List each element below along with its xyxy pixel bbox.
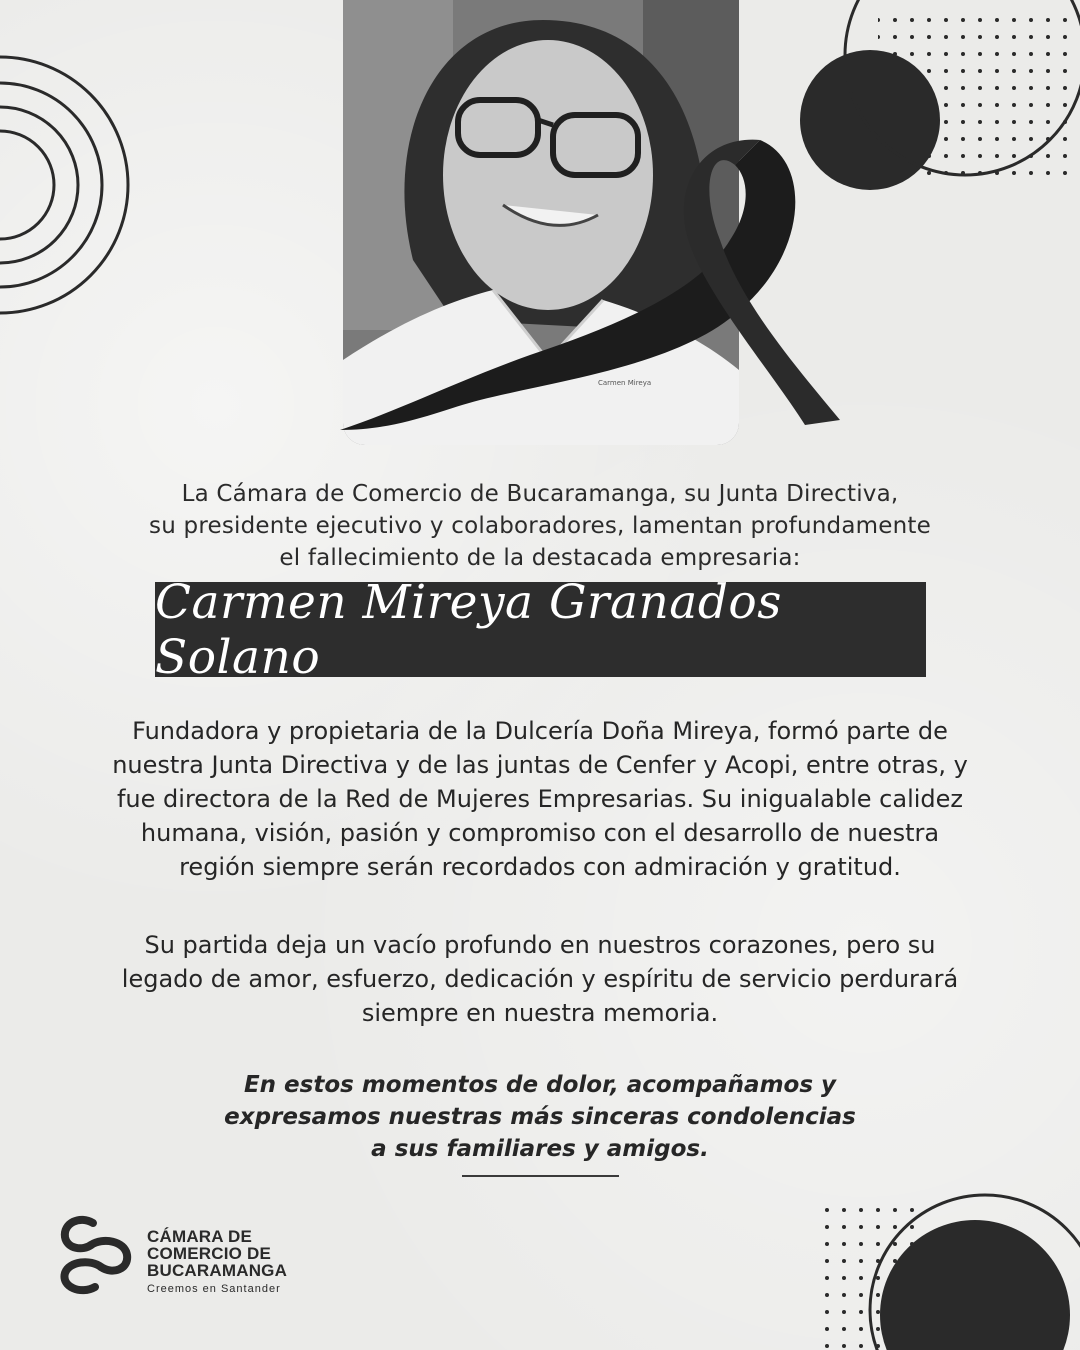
- closing-line: En estos momentos de dolor, acompañamos y: [243, 1072, 837, 1098]
- intro-line: el fallecimiento de la destacada empresaria:: [279, 545, 801, 571]
- paragraph-line: Fundadora y propietaria de la Dulcería Doña Mireya, formó parte de: [132, 717, 948, 745]
- name-banner: [155, 574, 926, 685]
- jacket-embroidery: Carmen Mireya: [598, 379, 652, 387]
- intro-line: La Cámara de Comercio de Bucaramanga, su Junta Directiva,: [181, 481, 899, 507]
- paragraph-line: fue directora de la Red de Mujeres Empresarias. Su inigualable calidez: [116, 785, 963, 813]
- paragraph-line: Su partida deja un vacío profundo en nuestros corazones, pero su: [144, 931, 936, 959]
- mourning-ribbon-icon: [340, 130, 845, 440]
- closing-line: a sus familiares y amigos.: [371, 1136, 709, 1162]
- paragraph-line: siempre en nuestra memoria.: [361, 999, 719, 1027]
- paragraph-line: humana, visión, pasión y compromiso con el desarrollo de nuestra: [140, 819, 940, 847]
- divider-line: [462, 1175, 619, 1177]
- concentric-arcs-decoration: [0, 55, 140, 315]
- legacy-paragraph: [70, 928, 1010, 1030]
- logo-line: CÁMARA DE: [147, 1227, 253, 1246]
- intro-line: su presidente ejecutivo y colaboradores, lamentan profundamente: [149, 513, 931, 539]
- condolences-text: [90, 1069, 990, 1165]
- biography-paragraph: [70, 714, 1010, 884]
- chamber-logo-wordmark: [147, 1228, 287, 1279]
- paragraph-line: legado de amor, esfuerzo, dedicación y espíritu de servicio perdurará: [121, 965, 959, 993]
- logo-tagline: Creemos en Santander: [147, 1283, 281, 1295]
- chamber-logo: [55, 1215, 315, 1295]
- deceased-name: Carmen Mireya Granados Solano: [155, 574, 782, 685]
- paragraph-line: nuestra Junta Directiva y de las juntas de Cenfer y Acopi, entre otras, y: [112, 751, 968, 779]
- closing-line: expresamos nuestras más sinceras condolencias: [224, 1104, 856, 1130]
- intro-text: [90, 478, 990, 574]
- chamber-logo-mark-icon: [55, 1215, 139, 1295]
- paragraph-line: región siempre serán recordados con admiración y gratitud.: [179, 853, 901, 881]
- circles-dots-decoration-bottom: [790, 1190, 1080, 1350]
- logo-line: BUCARAMANGA: [147, 1261, 288, 1280]
- logo-line: COMERCIO DE: [147, 1244, 272, 1263]
